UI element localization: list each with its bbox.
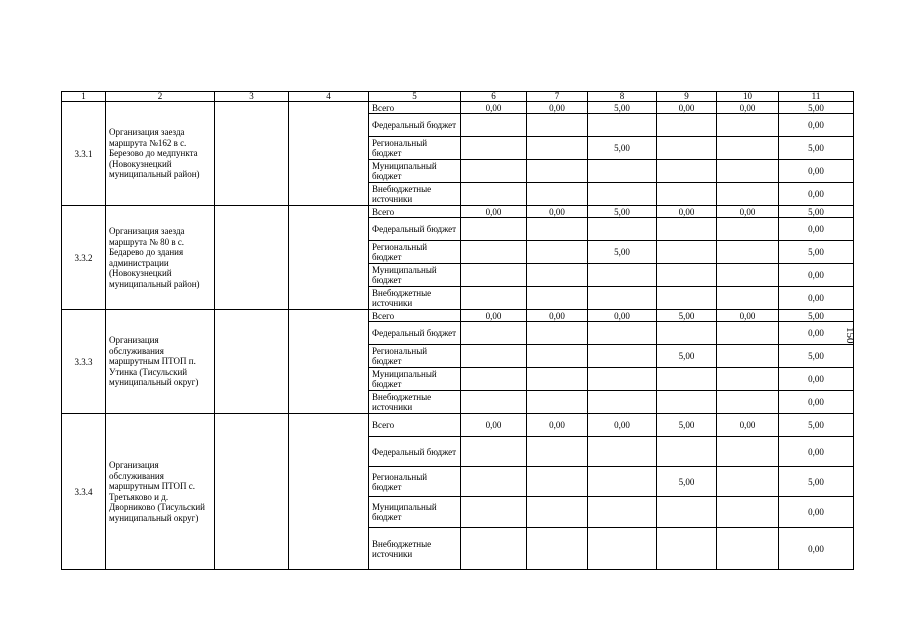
value-cell <box>461 528 527 570</box>
value-cell <box>527 241 588 264</box>
value-cell: 0,00 <box>461 414 527 437</box>
value-cell <box>461 322 527 345</box>
value-cell: 0,00 <box>717 206 779 218</box>
value-cell <box>527 183 588 206</box>
funding-source: Региональный бюджет <box>369 467 461 497</box>
funding-source: Всего <box>369 310 461 322</box>
item-col4 <box>289 414 369 570</box>
value-cell: 0,00 <box>779 218 854 241</box>
table-body <box>62 92 854 570</box>
value-cell: 0,00 <box>527 414 588 437</box>
value-cell: 0,00 <box>717 414 779 437</box>
value-cell: 0,00 <box>779 114 854 137</box>
value-cell: 0,00 <box>588 414 657 437</box>
value-cell <box>588 322 657 345</box>
value-cell: 0,00 <box>461 206 527 218</box>
value-cell <box>657 528 717 570</box>
item-name: Организация обслуживания маршрутным ПТОП п. Утинка (Тисульский муниципальный округ) <box>106 310 215 414</box>
value-cell <box>717 218 779 241</box>
value-cell <box>461 183 527 206</box>
item-col3 <box>215 102 289 206</box>
funding-source: Внебюджетные источники <box>369 391 461 414</box>
item-name: Организация обслуживания маршрутным ПТОП с. Третьяково и д. Дворниково (Тисульский муниципальный округ) <box>106 414 215 570</box>
table-row <box>62 102 854 114</box>
value-cell <box>527 137 588 160</box>
header-cell-5: 5 <box>369 92 461 102</box>
value-cell <box>717 345 779 368</box>
value-cell <box>527 218 588 241</box>
value-cell <box>588 218 657 241</box>
value-cell <box>717 183 779 206</box>
value-cell <box>657 368 717 391</box>
value-cell: 5,00 <box>779 310 854 322</box>
value-cell <box>588 287 657 310</box>
item-col3 <box>215 206 289 310</box>
value-cell <box>461 114 527 137</box>
funding-source: Региональный бюджет <box>369 137 461 160</box>
funding-source: Федеральный бюджет <box>369 114 461 137</box>
value-cell <box>657 218 717 241</box>
funding-source: Муниципальный бюджет <box>369 368 461 391</box>
value-cell <box>588 183 657 206</box>
value-cell: 5,00 <box>779 137 854 160</box>
value-cell <box>657 437 717 467</box>
value-cell: 5,00 <box>657 345 717 368</box>
value-cell <box>527 287 588 310</box>
funding-source: Внебюджетные источники <box>369 287 461 310</box>
table-row <box>62 310 854 322</box>
value-cell: 0,00 <box>779 437 854 467</box>
value-cell <box>657 160 717 183</box>
header-cell-11: 11 <box>779 92 854 102</box>
value-cell: 5,00 <box>657 467 717 497</box>
header-cell-1: 1 <box>62 92 106 102</box>
value-cell <box>717 114 779 137</box>
value-cell <box>588 368 657 391</box>
value-cell <box>717 437 779 467</box>
value-cell: 0,00 <box>779 391 854 414</box>
value-cell <box>527 391 588 414</box>
item-code: 3.3.3 <box>62 310 106 414</box>
value-cell <box>717 467 779 497</box>
value-cell <box>527 160 588 183</box>
value-cell <box>527 264 588 287</box>
item-name: Организация заезда маршрута №162 в с. Березово до медпункта (Новокузнецкий муниципальный район) <box>106 102 215 206</box>
value-cell <box>461 287 527 310</box>
value-cell: 0,00 <box>717 102 779 114</box>
value-cell <box>588 264 657 287</box>
value-cell <box>717 287 779 310</box>
funding-source: Федеральный бюджет <box>369 218 461 241</box>
value-cell: 0,00 <box>779 322 854 345</box>
value-cell <box>717 241 779 264</box>
value-cell <box>717 391 779 414</box>
value-cell: 5,00 <box>657 414 717 437</box>
funding-source: Муниципальный бюджет <box>369 497 461 528</box>
value-cell <box>527 437 588 467</box>
value-cell: 5,00 <box>779 345 854 368</box>
header-cell-3: 3 <box>215 92 289 102</box>
value-cell <box>657 114 717 137</box>
header-cell-2: 2 <box>106 92 215 102</box>
value-cell <box>717 264 779 287</box>
value-cell <box>461 391 527 414</box>
value-cell: 0,00 <box>527 310 588 322</box>
value-cell: 5,00 <box>588 102 657 114</box>
value-cell <box>527 368 588 391</box>
header-row <box>62 92 854 102</box>
value-cell: 0,00 <box>779 497 854 528</box>
value-cell <box>717 322 779 345</box>
header-cell-10: 10 <box>717 92 779 102</box>
item-col4 <box>289 310 369 414</box>
value-cell <box>527 497 588 528</box>
value-cell <box>588 528 657 570</box>
value-cell <box>657 183 717 206</box>
value-cell <box>461 437 527 467</box>
item-col4 <box>289 206 369 310</box>
header-cell-4: 4 <box>289 92 369 102</box>
value-cell <box>461 218 527 241</box>
value-cell <box>657 497 717 528</box>
value-cell: 5,00 <box>779 414 854 437</box>
header-cell-7: 7 <box>527 92 588 102</box>
value-cell: 5,00 <box>779 241 854 264</box>
funding-source: Муниципальный бюджет <box>369 264 461 287</box>
value-cell <box>461 264 527 287</box>
item-col4 <box>289 102 369 206</box>
value-cell: 0,00 <box>657 206 717 218</box>
value-cell <box>588 391 657 414</box>
value-cell <box>717 160 779 183</box>
value-cell <box>588 437 657 467</box>
value-cell <box>461 241 527 264</box>
value-cell: 5,00 <box>588 206 657 218</box>
item-name: Организация заезда маршрута № 80 в с. Бедарево до здания администрации (Новокузнецкий муниципальный район) <box>106 206 215 310</box>
value-cell: 0,00 <box>779 287 854 310</box>
value-cell <box>588 497 657 528</box>
value-cell: 0,00 <box>461 310 527 322</box>
value-cell <box>527 467 588 497</box>
funding-source: Всего <box>369 414 461 437</box>
budget-table <box>61 91 854 570</box>
header-cell-9: 9 <box>657 92 717 102</box>
item-col3 <box>215 414 289 570</box>
value-cell: 5,00 <box>657 310 717 322</box>
value-cell <box>527 345 588 368</box>
value-cell <box>588 467 657 497</box>
funding-source: Всего <box>369 206 461 218</box>
value-cell: 0,00 <box>779 528 854 570</box>
header-cell-8: 8 <box>588 92 657 102</box>
value-cell: 0,00 <box>527 102 588 114</box>
item-code: 3.3.1 <box>62 102 106 206</box>
table-row <box>62 206 854 218</box>
item-col3 <box>215 310 289 414</box>
value-cell: 5,00 <box>779 102 854 114</box>
value-cell: 0,00 <box>779 160 854 183</box>
value-cell: 5,00 <box>588 241 657 264</box>
header-cell-6: 6 <box>461 92 527 102</box>
value-cell <box>717 497 779 528</box>
funding-source: Внебюджетные источники <box>369 183 461 206</box>
value-cell <box>717 368 779 391</box>
value-cell <box>527 528 588 570</box>
value-cell <box>461 497 527 528</box>
item-code: 3.3.4 <box>62 414 106 570</box>
value-cell <box>461 467 527 497</box>
value-cell: 5,00 <box>779 206 854 218</box>
value-cell: 0,00 <box>461 102 527 114</box>
value-cell <box>461 160 527 183</box>
funding-source: Региональный бюджет <box>369 345 461 368</box>
value-cell <box>657 241 717 264</box>
funding-source: Внебюджетные источники <box>369 528 461 570</box>
value-cell <box>461 368 527 391</box>
value-cell <box>717 137 779 160</box>
item-code: 3.3.2 <box>62 206 106 310</box>
page-number: 150 <box>844 327 856 344</box>
value-cell <box>717 528 779 570</box>
funding-source: Региональный бюджет <box>369 241 461 264</box>
value-cell <box>527 322 588 345</box>
value-cell: 0,00 <box>657 102 717 114</box>
value-cell <box>527 114 588 137</box>
value-cell: 0,00 <box>779 368 854 391</box>
value-cell <box>657 391 717 414</box>
value-cell <box>657 322 717 345</box>
value-cell: 5,00 <box>779 467 854 497</box>
funding-source: Федеральный бюджет <box>369 437 461 467</box>
funding-source: Всего <box>369 102 461 114</box>
value-cell: 5,00 <box>588 137 657 160</box>
funding-source: Муниципальный бюджет <box>369 160 461 183</box>
funding-source: Федеральный бюджет <box>369 322 461 345</box>
value-cell: 0,00 <box>588 310 657 322</box>
value-cell <box>657 137 717 160</box>
value-cell <box>588 114 657 137</box>
value-cell: 0,00 <box>779 183 854 206</box>
value-cell <box>657 264 717 287</box>
value-cell: 0,00 <box>779 264 854 287</box>
value-cell: 0,00 <box>527 206 588 218</box>
value-cell <box>588 160 657 183</box>
value-cell: 0,00 <box>717 310 779 322</box>
table-row <box>62 414 854 437</box>
value-cell <box>461 345 527 368</box>
value-cell <box>588 345 657 368</box>
value-cell <box>657 287 717 310</box>
value-cell <box>461 137 527 160</box>
